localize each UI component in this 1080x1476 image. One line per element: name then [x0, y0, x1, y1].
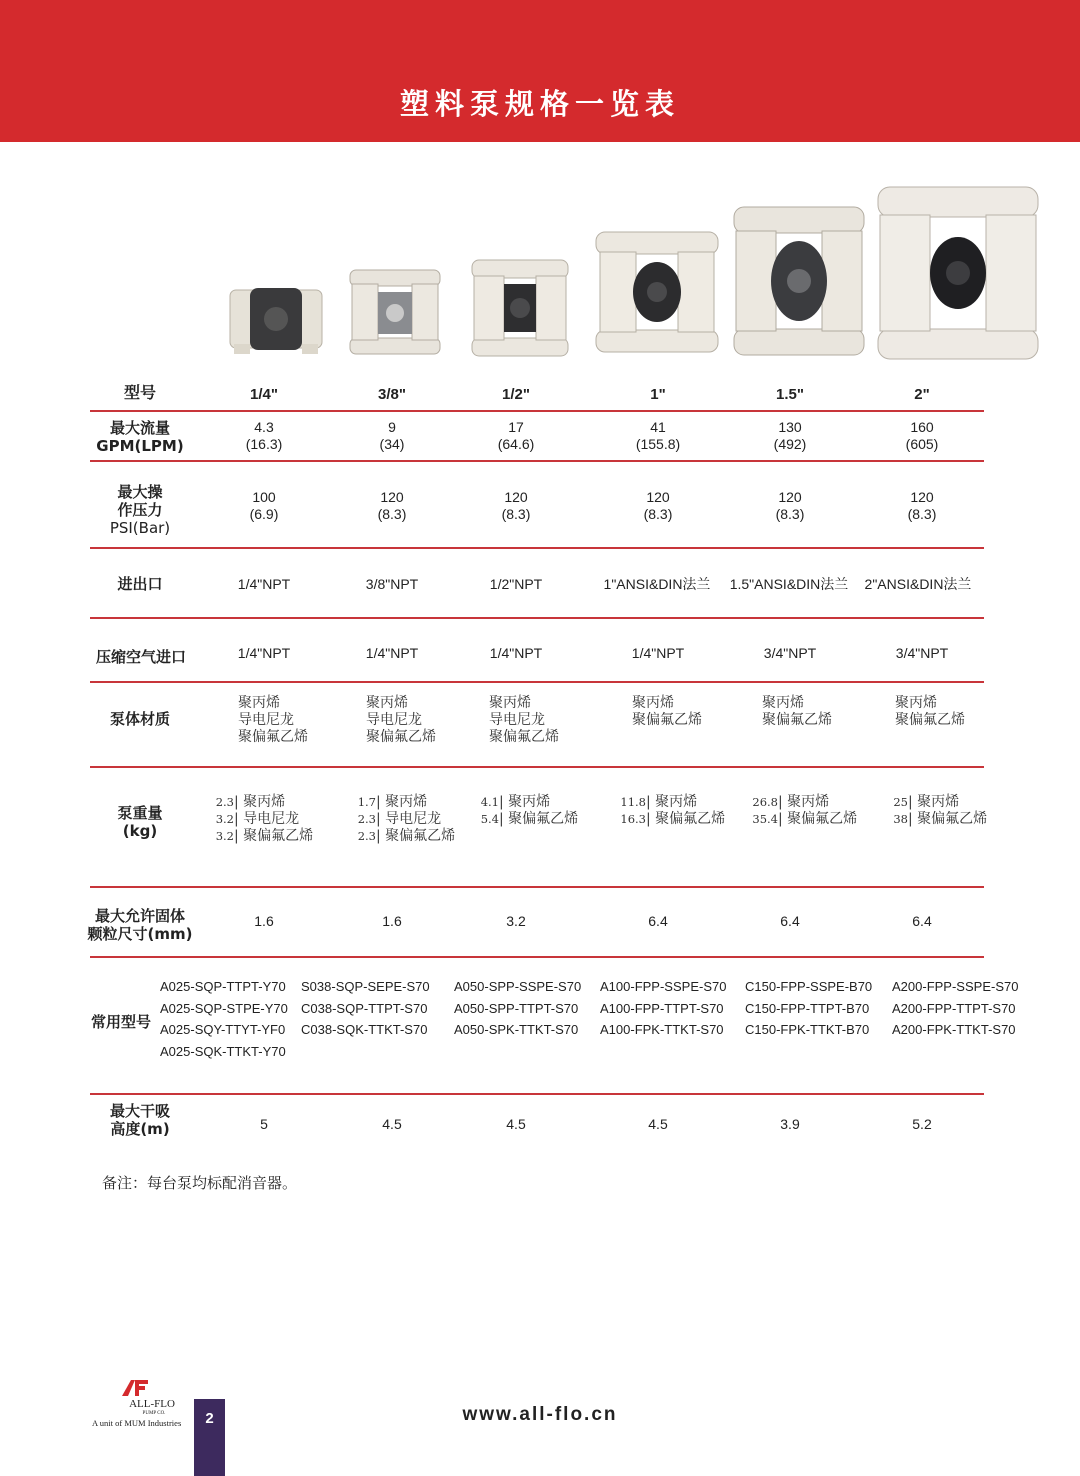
material-item: 导电尼龙 — [238, 712, 294, 728]
weight-line: 11.8| 聚丙烯 — [618, 794, 725, 811]
weight-value: 1.7 — [357, 795, 376, 809]
air-inlet-cell: 3/4"NPT — [895, 645, 949, 661]
logo-tagline: A unit of MUM Industries — [92, 1418, 182, 1428]
material-item: 聚偏氟乙烯 — [762, 712, 832, 728]
model-code: A025-SQY-TTYT-YF0 — [160, 1022, 286, 1037]
pressure-psi: 100 — [252, 489, 276, 505]
model-code: A100-FPP-TTPT-S70 — [600, 1000, 724, 1016]
air-inlet-cell: 1/4"NPT — [631, 645, 685, 661]
label-pressure — [90, 483, 190, 537]
label-flow-line2: GPM(LPM) — [96, 437, 184, 455]
size-header: 1/2" — [502, 386, 530, 403]
pump-photo — [468, 258, 572, 358]
label-pressure-line1: 最大操 — [117, 483, 163, 501]
pressure-cell — [476, 489, 556, 523]
weight-material: 聚偏氟乙烯 — [385, 828, 456, 844]
material-item: 聚偏氟乙烯 — [895, 712, 965, 728]
logo-sub: PUMP CO. — [142, 1411, 166, 1416]
flow-cell — [882, 419, 962, 453]
pressure-cell — [750, 489, 830, 523]
weight-cell — [214, 794, 313, 845]
label-flow — [90, 419, 190, 455]
material-item: 聚偏氟乙烯 — [238, 729, 308, 745]
model-code: A025-SQP-TTPT-Y70 — [160, 979, 286, 994]
weight-material: 聚偏氟乙烯 — [655, 811, 726, 827]
weight-line: 3.2| 聚偏氟乙烯 — [215, 828, 314, 844]
size-header: 3/8" — [378, 386, 406, 403]
flow-cell — [750, 419, 830, 453]
label-dry-lift — [90, 1102, 190, 1138]
flow-gpm: 160 — [910, 419, 934, 435]
label-pressure-line3: PSI(Bar) — [109, 519, 171, 537]
weight-value: 2.3 — [357, 812, 376, 826]
material-item: 聚丙烯 — [366, 695, 408, 711]
label-dry-lift-line2: 高度(m) — [110, 1120, 170, 1138]
row-divider — [90, 681, 984, 683]
model-code: C038-SQP-TTPT-S70 — [301, 1000, 428, 1016]
label-solids — [84, 907, 196, 943]
pressure-bar: (6.9) — [249, 506, 279, 522]
weight-material: 导电尼龙 — [243, 811, 300, 827]
pressure-bar: (8.3) — [377, 506, 407, 522]
pump-photo — [874, 183, 1042, 363]
label-pressure-line2: 作压力 — [117, 501, 163, 519]
label-port: 进出口 — [117, 575, 163, 593]
pump-photo — [732, 205, 866, 357]
pressure-cell — [618, 489, 698, 523]
label-model: 型号 — [123, 383, 156, 402]
dry-lift-cell: 4.5 — [648, 1116, 668, 1132]
dry-lift-cell: 4.5 — [382, 1116, 402, 1132]
flow-lpm: (492) — [773, 436, 807, 452]
footnote: 备注：每台泵均标配消音器。 — [102, 1174, 298, 1192]
flow-gpm: 130 — [778, 419, 802, 435]
model-code: A200-FPP-SSPE-S70 — [892, 979, 1019, 994]
weight-material: 聚丙烯 — [655, 794, 698, 810]
solids-cell: 6.4 — [912, 913, 932, 929]
model-code: S038-SQP-SEPE-S70 — [301, 979, 430, 994]
weight-value: 16.3 — [620, 812, 646, 826]
material-cell — [762, 695, 832, 729]
air-inlet-cell: 1/4"NPT — [489, 645, 543, 661]
dry-lift-cell: 4.5 — [506, 1116, 526, 1132]
label-dry-lift-line1: 最大干吸 — [109, 1102, 170, 1120]
pressure-bar: (8.3) — [907, 506, 937, 522]
model-code: C150-FPP-SSPE-B70 — [745, 979, 873, 994]
row-divider — [90, 886, 984, 888]
model-code: C150-FPP-TTPT-B70 — [745, 1000, 870, 1016]
dry-lift-cell: 3.9 — [780, 1116, 800, 1132]
label-weight — [90, 804, 190, 840]
flow-lpm: (605) — [905, 436, 939, 452]
flow-cell — [224, 419, 304, 453]
weight-cell — [888, 794, 987, 828]
material-cell — [489, 695, 559, 746]
row-divider — [90, 617, 984, 619]
model-code: A050-SPP-TTPT-S70 — [454, 1000, 579, 1016]
weight-line: 5.4| 聚偏氟乙烯 — [480, 811, 579, 827]
label-common-models: 常用型号 — [90, 1013, 151, 1031]
website-url: www.all-flo.cn — [462, 1404, 618, 1425]
pressure-bar: (8.3) — [643, 506, 673, 522]
material-item: 聚丙烯 — [762, 695, 804, 711]
weight-material: 聚丙烯 — [917, 794, 960, 810]
pressure-cell — [882, 489, 962, 523]
row-divider — [90, 410, 984, 412]
material-item: 聚丙烯 — [238, 695, 280, 711]
weight-line: 16.3| 聚偏氟乙烯 — [618, 811, 725, 828]
model-code: A100-FPP-SSPE-S70 — [600, 979, 727, 994]
weight-material: 聚偏氟乙烯 — [243, 828, 314, 844]
model-list — [892, 976, 1018, 1041]
row-divider — [90, 547, 984, 549]
air-inlet-cell: 1/4"NPT — [365, 645, 419, 661]
weight-material: 导电尼龙 — [385, 811, 442, 827]
logo-mark-icon — [120, 1378, 150, 1398]
weight-value: 11.8 — [620, 795, 646, 809]
pressure-psi: 120 — [504, 489, 528, 505]
model-list — [745, 976, 872, 1041]
material-cell — [632, 695, 702, 729]
dry-lift-cell: 5.2 — [912, 1116, 932, 1132]
weight-value: 5.4 — [480, 812, 499, 826]
label-flow-line1: 最大流量 — [109, 419, 170, 437]
flow-gpm: 4.3 — [254, 419, 274, 435]
material-item: 聚丙烯 — [632, 695, 674, 711]
material-item: 聚偏氟乙烯 — [489, 729, 559, 745]
weight-line: 2.3| 聚偏氟乙烯 — [357, 828, 456, 844]
model-code: A025-SQP-STPE-Y70 — [160, 1000, 288, 1016]
material-item: 导电尼龙 — [489, 712, 545, 728]
flow-gpm: 41 — [650, 419, 666, 435]
solids-cell: 1.6 — [254, 913, 274, 929]
model-list — [600, 976, 726, 1041]
material-cell — [895, 695, 965, 729]
solids-cell: 3.2 — [506, 913, 526, 929]
weight-material: 聚偏氟乙烯 — [787, 811, 858, 827]
size-header: 2" — [914, 386, 930, 403]
weight-value: 35.4 — [752, 812, 778, 826]
material-item: 聚偏氟乙烯 — [632, 712, 702, 728]
pump-photo — [346, 268, 444, 356]
material-cell — [366, 695, 436, 746]
port-cell: 1/4"NPT — [237, 576, 291, 592]
pump-photo — [228, 282, 324, 358]
pressure-psi: 120 — [778, 489, 802, 505]
flow-cell — [618, 419, 698, 453]
weight-line: 3.2| 导电尼龙 — [215, 811, 300, 827]
label-weight-line2: (kg) — [122, 822, 158, 840]
flow-cell — [352, 419, 432, 453]
model-list — [454, 976, 581, 1041]
weight-value: 2.3 — [215, 795, 234, 809]
flow-lpm: (34) — [379, 436, 405, 452]
label-solids-line2: 颗粒尺寸(mm) — [87, 925, 193, 943]
air-inlet-cell: 3/4"NPT — [763, 645, 817, 661]
flow-lpm: (155.8) — [635, 436, 681, 452]
weight-material: 聚丙烯 — [385, 794, 428, 810]
label-air-inlet: 压缩空气进口 — [95, 648, 186, 666]
material-item: 聚丙烯 — [489, 695, 531, 711]
port-cell: 3/8"NPT — [365, 576, 419, 592]
weight-cell — [479, 794, 578, 828]
row-divider — [90, 766, 984, 768]
pressure-cell — [352, 489, 432, 523]
model-code: C038-SQK-TTKT-S70 — [301, 1022, 428, 1037]
model-code: A050-SPK-TTKT-S70 — [454, 1022, 579, 1037]
weight-cell — [618, 794, 725, 828]
weight-line: 1.7| 聚丙烯 — [357, 794, 428, 810]
solids-cell: 1.6 — [382, 913, 402, 929]
weight-line: 38| 聚偏氟乙烯 — [888, 811, 987, 828]
weight-value: 4.1 — [480, 795, 499, 809]
material-item: 聚丙烯 — [895, 695, 937, 711]
label-weight-line1: 泵重量 — [117, 804, 163, 822]
model-code: A200-FPK-TTKT-S70 — [892, 1022, 1016, 1037]
weight-line: 2.3| 导电尼龙 — [357, 811, 442, 827]
row-divider — [90, 956, 984, 958]
weight-value: 26.8 — [752, 795, 778, 809]
weight-material: 聚丙烯 — [508, 794, 551, 810]
model-code: A100-FPK-TTKT-S70 — [600, 1022, 724, 1037]
weight-line: 2.3| 聚丙烯 — [215, 794, 286, 810]
label-material: 泵体材质 — [109, 710, 170, 728]
weight-material: 聚偏氟乙烯 — [917, 811, 988, 827]
material-item: 聚偏氟乙烯 — [366, 729, 436, 745]
size-header: 1.5" — [776, 386, 804, 403]
model-code: A050-SPP-SSPE-S70 — [454, 979, 582, 994]
solids-cell: 6.4 — [780, 913, 800, 929]
air-inlet-cell: 1/4"NPT — [237, 645, 291, 661]
pressure-bar: (8.3) — [775, 506, 805, 522]
pressure-psi: 120 — [646, 489, 670, 505]
port-cell: 1/2"NPT — [489, 576, 543, 592]
flow-lpm: (16.3) — [245, 436, 283, 452]
pump-photo — [592, 230, 722, 354]
material-cell — [238, 695, 308, 746]
model-code: A200-FPP-TTPT-S70 — [892, 1000, 1016, 1016]
model-code: C150-FPK-TTKT-B70 — [745, 1022, 870, 1037]
row-divider — [90, 460, 984, 462]
flow-lpm: (64.6) — [497, 436, 535, 452]
size-header: 1" — [650, 386, 666, 403]
pressure-cell — [224, 489, 304, 523]
weight-value: 38 — [893, 812, 908, 826]
weight-value: 25 — [893, 795, 908, 809]
weight-material: 聚偏氟乙烯 — [508, 811, 579, 827]
pressure-psi: 120 — [380, 489, 404, 505]
weight-material: 聚丙烯 — [787, 794, 830, 810]
model-code: A025-SQK-TTKT-Y70 — [160, 1043, 286, 1059]
page-number: 2 — [205, 1410, 214, 1427]
port-cell: 1.5"ANSI&DIN法兰 — [729, 576, 849, 592]
solids-cell: 6.4 — [648, 913, 668, 929]
port-cell: 1"ANSI&DIN法兰 — [603, 576, 711, 592]
weight-value: 2.3 — [357, 829, 376, 843]
model-list — [301, 976, 430, 1041]
flow-gpm: 17 — [508, 419, 524, 435]
row-divider — [90, 1093, 984, 1095]
weight-material: 聚丙烯 — [243, 794, 286, 810]
logo-name: ALL-FLO — [129, 1398, 175, 1410]
weight-line: 25| 聚丙烯 — [888, 794, 987, 811]
pressure-psi: 120 — [910, 489, 934, 505]
material-item: 导电尼龙 — [366, 712, 422, 728]
page-title: 塑料泵规格一览表 — [399, 87, 680, 121]
size-header: 1/4" — [250, 386, 278, 403]
flow-gpm: 9 — [388, 419, 396, 435]
weight-value: 3.2 — [215, 812, 234, 826]
weight-value: 3.2 — [215, 829, 234, 843]
weight-cell — [356, 794, 455, 845]
label-solids-line1: 最大允许固体 — [94, 907, 185, 925]
flow-cell — [476, 419, 556, 453]
weight-line: 4.1| 聚丙烯 — [480, 794, 551, 810]
pressure-bar: (8.3) — [501, 506, 531, 522]
weight-line: 35.4| 聚偏氟乙烯 — [750, 811, 857, 828]
dry-lift-cell: 5 — [260, 1116, 268, 1132]
weight-cell — [750, 794, 857, 828]
port-cell: 2"ANSI&DIN法兰 — [864, 576, 972, 592]
weight-line: 26.8| 聚丙烯 — [750, 794, 857, 811]
model-list — [160, 976, 288, 1062]
